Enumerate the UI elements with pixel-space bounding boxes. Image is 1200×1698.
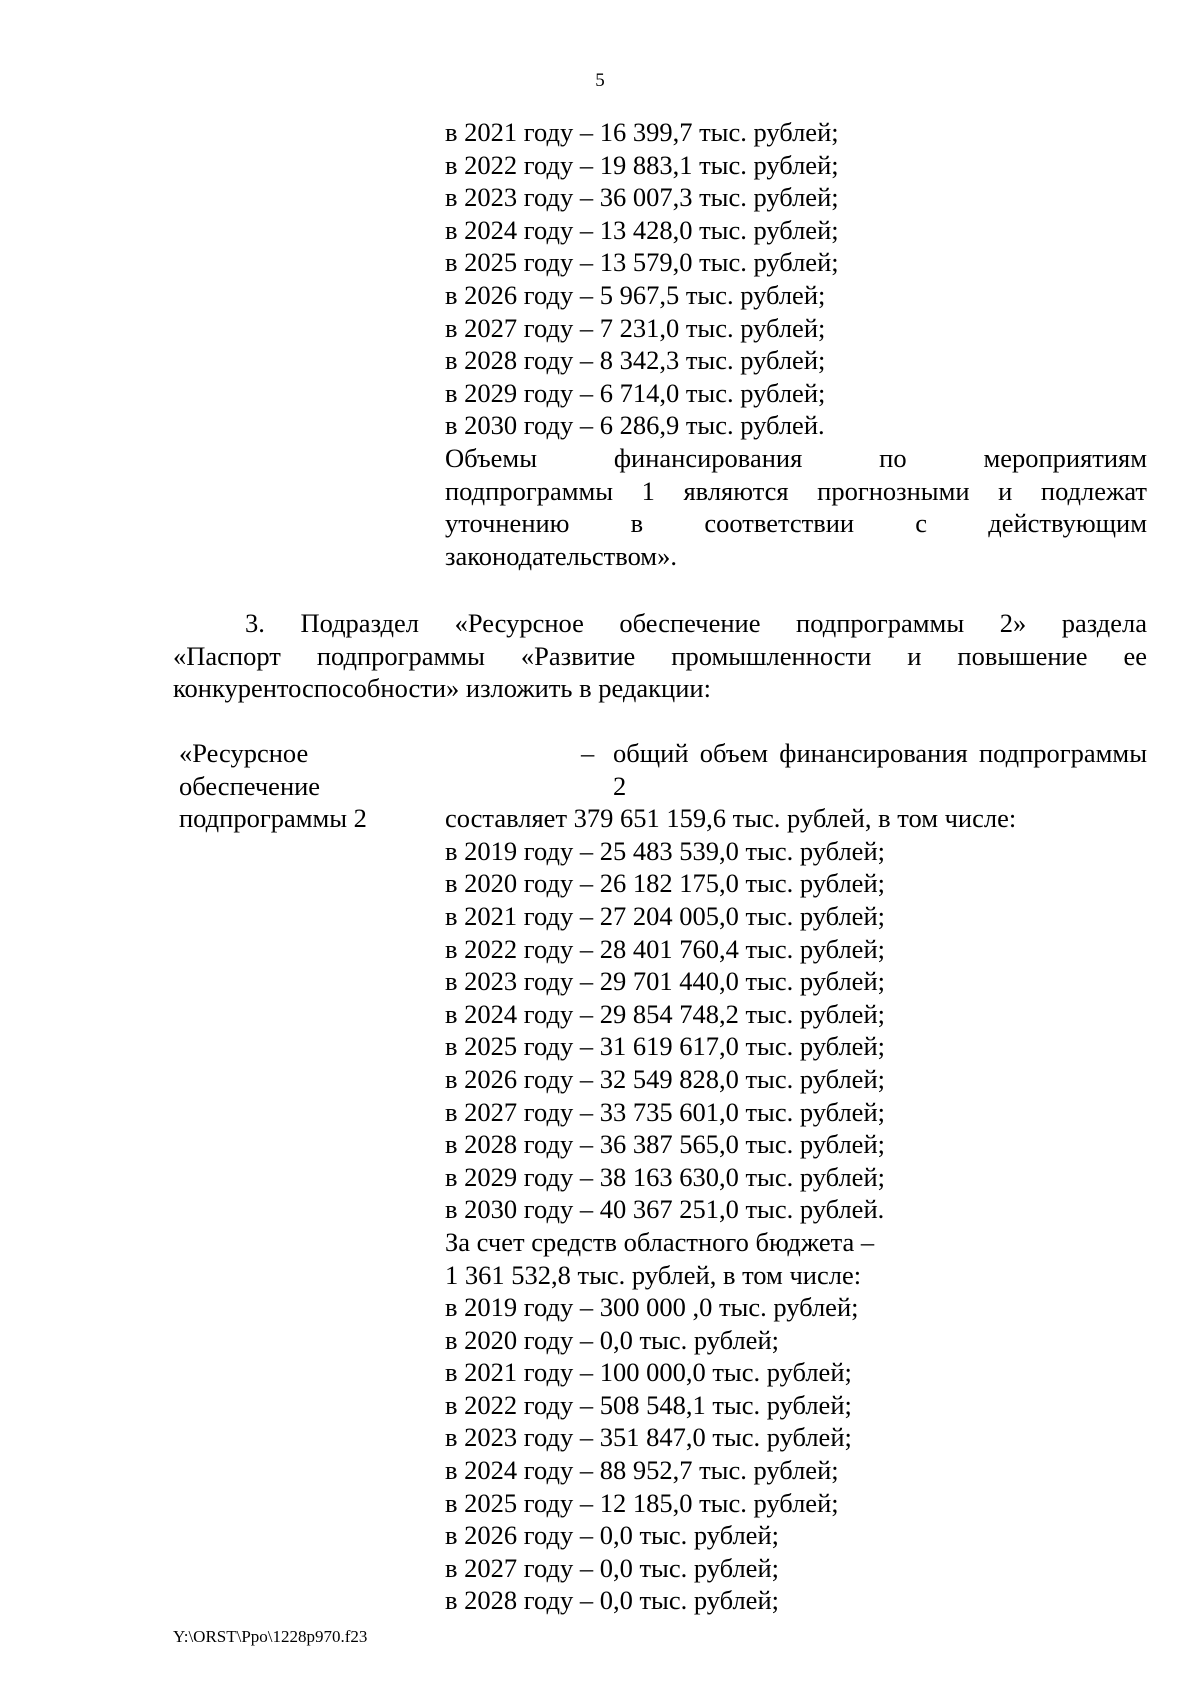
paragraph-line: «Паспорт подпрограммы «Развитие промышленности и повышение ее (173, 640, 1147, 671)
year-funding-line: в 2023 году – 36 007,3 тыс. рублей; (445, 182, 839, 213)
year-funding-line: в 2019 году – 25 483 539,0 тыс. рублей; (445, 835, 885, 866)
value-line: 1 361 532,8 тыс. рублей, в том числе: (445, 1259, 862, 1290)
year-funding-line: в 2028 году – 36 387 565,0 тыс. рублей; (445, 1129, 885, 1160)
year-funding-line: в 2024 году – 29 854 748,2 тыс. рублей; (445, 998, 885, 1029)
year-funding-line: в 2020 году – 26 182 175,0 тыс. рублей; (445, 868, 885, 899)
year-funding-line: в 2024 году – 13 428,0 тыс. рублей; (445, 214, 839, 245)
year-funding-line: в 2024 году – 88 952,7 тыс. рублей; (445, 1455, 839, 1486)
year-funding-line: в 2025 году – 12 185,0 тыс. рублей; (445, 1487, 839, 1518)
forecast-note-line: законодательством». (445, 540, 677, 571)
paragraph-line: конкурентоспособности» изложить в редакции: (173, 673, 711, 704)
year-funding-line: в 2023 году – 29 701 440,0 тыс. рублей; (445, 966, 885, 997)
year-funding-line: в 2021 году – 100 000,0 тыс. рублей; (445, 1357, 852, 1388)
year-funding-line: в 2030 году – 40 367 251,0 тыс. рублей. (445, 1194, 885, 1225)
value-line: общий объем финансирования подпрограммы 2 (613, 738, 1147, 801)
year-funding-line: в 2025 году – 13 579,0 тыс. рублей; (445, 247, 839, 278)
year-funding-line: в 2027 году – 33 735 601,0 тыс. рублей; (445, 1096, 885, 1127)
year-funding-line: в 2023 году – 351 847,0 тыс. рублей; (445, 1422, 852, 1453)
file-path-footer: Y:\ORST\Ppo\1228p970.f23 (173, 1627, 368, 1646)
dash-separator: – (581, 738, 595, 768)
year-funding-line: в 2026 году – 5 967,5 тыс. рублей; (445, 279, 826, 310)
label-line: «Ресурсное (179, 738, 309, 768)
label-line: подпрограммы 2 (179, 803, 367, 834)
value-line: За счет средств областного бюджета – (445, 1226, 875, 1257)
year-funding-line: в 2029 году – 6 714,0 тыс. рублей; (445, 377, 826, 408)
year-funding-line: в 2026 году – 32 549 828,0 тыс. рублей; (445, 1063, 885, 1094)
year-funding-line: в 2027 году – 7 231,0 тыс. рублей; (445, 312, 826, 343)
year-funding-line: в 2022 году – 508 548,1 тыс. рублей; (445, 1389, 852, 1420)
subprogram-1-funding-continuation (445, 116, 1147, 572)
forecast-note-line: Объемы финансирования по мероприятиям (445, 442, 1147, 473)
year-funding-line: в 2030 году – 6 286,9 тыс. рублей. (445, 410, 825, 441)
year-funding-line: в 2022 году – 19 883,1 тыс. рублей; (445, 149, 839, 180)
year-funding-line: в 2026 году – 0,0 тыс. рублей; (445, 1520, 779, 1551)
year-funding-line: в 2022 году – 28 401 760,4 тыс. рублей; (445, 933, 885, 964)
paragraph-line: 3. Подраздел «Ресурсное обеспечение подпрограммы 2» раздела (245, 608, 1147, 638)
year-funding-line: в 2025 году – 31 619 617,0 тыс. рублей; (445, 1031, 885, 1062)
value-line: составляет 379 651 159,6 тыс. рублей, в том числе: (445, 803, 1017, 834)
year-funding-line: в 2021 году – 27 204 005,0 тыс. рублей; (445, 900, 885, 931)
year-funding-line: в 2019 году – 300 000 ,0 тыс. рублей; (445, 1292, 859, 1323)
year-funding-line: в 2028 году – 8 342,3 тыс. рублей; (445, 345, 826, 376)
year-funding-line: в 2021 году – 16 399,7 тыс. рублей; (445, 117, 839, 147)
forecast-note-line: уточнению в соответствии с действующим (445, 508, 1147, 539)
year-funding-line: в 2027 году – 0,0 тыс. рублей; (445, 1552, 779, 1583)
year-funding-line: в 2028 году – 0,0 тыс. рублей; (445, 1585, 779, 1616)
forecast-note-line: подпрограммы 1 являются прогнозными и подлежат (445, 475, 1147, 506)
section-3-paragraph (173, 607, 1147, 705)
table-row-value (445, 737, 1147, 1617)
year-funding-line: в 2029 году – 38 163 630,0 тыс. рублей; (445, 1161, 885, 1192)
year-funding-line: в 2020 году – 0,0 тыс. рублей; (445, 1324, 779, 1355)
table-row-label (179, 737, 409, 835)
page-number: 5 (595, 70, 605, 91)
label-line: обеспечение (179, 770, 321, 801)
